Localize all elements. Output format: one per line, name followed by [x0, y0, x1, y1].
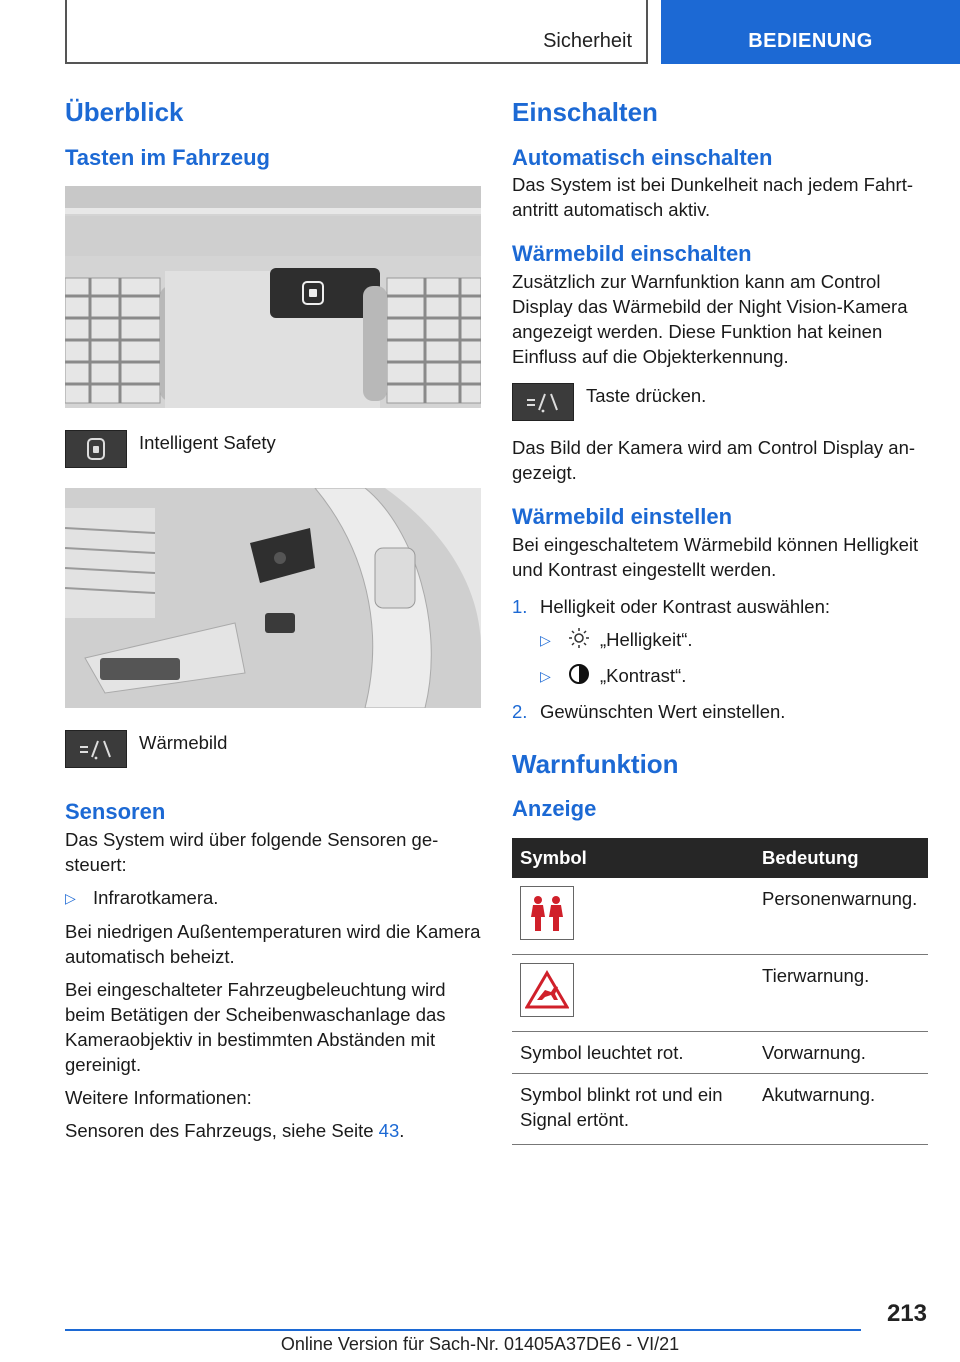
step-1	[512, 594, 928, 619]
page-number: 213	[886, 1300, 927, 1327]
heading-sensors: Sensoren	[65, 799, 166, 825]
step-2-number: 2.	[512, 700, 528, 722]
heating-text: Bei niedrigen Außentemperaturen wird die Kamera automatisch beheizt.	[65, 920, 481, 967]
reference-prefix: Sensoren des Fahrzeugs, siehe Seite	[65, 1119, 379, 1141]
table-cell-meaning: Vorwarnung.	[754, 1031, 928, 1073]
page-link-43[interactable]: 43	[378, 1119, 400, 1141]
cleaning-text: Bei eingeschalteter Fahrzeugbeleuchtung wird beim Betätigen der Scheibenwaschanlage das Kameraobjektiv in bestimmten Abständen mit gereinigt.	[65, 978, 446, 1075]
triangle-bullet-icon: ▷	[540, 667, 551, 684]
heading-thermal-on: Wärmebild einschalten	[512, 241, 752, 267]
contrast-icon	[568, 663, 600, 691]
thermal-image-button-icon	[65, 730, 127, 768]
sensors-intro-text: Das System wird über folgende Sensoren gesteuert:	[65, 828, 439, 875]
heading-vehicle-buttons: Tasten im Fahrzeug	[65, 144, 270, 170]
heading-switch-on: Einschalten	[512, 97, 658, 127]
table-header-symbol: Symbol	[512, 838, 754, 878]
intelligent-safety-label: Intelligent Safety	[139, 432, 276, 454]
header-section-title: Sicherheit	[543, 30, 632, 52]
right-column	[512, 96, 928, 1145]
sensors-reference-text	[65, 1118, 481, 1143]
sensor-list-item	[65, 885, 481, 911]
step-2	[512, 699, 928, 724]
reference-suffix: .	[399, 1119, 405, 1141]
footer-version-text: Online Version für Sach-Nr. 01405A37DE6 - VI/21	[280, 1334, 680, 1354]
contrast-text: „Kontrast“.	[600, 664, 687, 686]
step-1-number: 1.	[512, 595, 528, 617]
table-header-meaning: Bedeutung	[754, 838, 928, 878]
header-left-box	[65, 0, 648, 64]
thermal-on-text: Zusätzlich zur Warnfunktion kann am Control Display das Wärmebild der Night Vision-Kamera angezeigt werden. Diese Funktion hat keinen Einfluss auf die Objekterkennung.	[512, 270, 908, 367]
table-cell-meaning: Tierwarnung.	[754, 954, 928, 1031]
brightness-text: „Helligkeit“.	[600, 628, 693, 650]
sub-step-brightness	[512, 627, 928, 655]
button-intelligent-safety-row	[65, 430, 481, 468]
dashboard-photo	[65, 186, 481, 408]
triangle-bullet-icon: ▷	[65, 889, 76, 906]
press-button-label: Taste drücken.	[586, 384, 707, 406]
table-row	[512, 878, 928, 955]
table-cell-symbol	[512, 954, 754, 1031]
button-thermal-row	[65, 730, 481, 768]
heading-display: Anzeige	[512, 796, 597, 822]
table-cell-symbol	[512, 878, 754, 955]
thermal-settings-text: Bei eingeschaltetem Wärmebild können Helligkeit und Kontrast eingestellt werden.	[512, 533, 919, 580]
warning-symbol-table	[512, 838, 928, 1145]
steering-column-photo	[65, 488, 481, 708]
thermal-press-button-icon	[512, 383, 574, 421]
footer-divider	[65, 1329, 861, 1331]
sub-step-contrast	[512, 663, 928, 691]
left-column	[65, 96, 481, 1143]
header-chapter-tab: BEDIENUNG	[661, 0, 960, 64]
step-1-text: Helligkeit oder Kontrast auswählen:	[540, 595, 830, 617]
table-cell-meaning: Akutwarnung.	[754, 1073, 928, 1144]
table-cell-symbol: Symbol leuchtet rot.	[512, 1031, 754, 1073]
brightness-icon	[568, 627, 600, 655]
table-cell-meaning: Personenwarnung.	[754, 878, 928, 955]
intelligent-safety-button-icon	[65, 430, 127, 468]
more-info-text: Weitere Informationen:	[65, 1086, 252, 1108]
animal-warning-icon	[520, 963, 574, 1017]
person-warning-icon	[520, 886, 574, 940]
press-button-row	[512, 383, 928, 421]
heading-auto-on: Automatisch einschalten	[512, 144, 773, 170]
sensor-item-text: Infrarotkamera.	[93, 886, 219, 908]
auto-on-text: Das System ist bei Dunkelheit nach jedem Fahrtantritt automatisch aktiv.	[512, 174, 914, 221]
heading-warning-function: Warnfunktion	[512, 748, 679, 779]
table-row	[512, 954, 928, 1031]
heading-overview: Überblick	[65, 97, 184, 127]
table-row	[512, 1031, 928, 1073]
step-2-text: Gewünschten Wert einstellen.	[540, 700, 786, 722]
camera-display-text: Das Bild der Kamera wird am Control Display angezeigt.	[512, 436, 916, 483]
table-cell-symbol: Symbol blinkt rot und ein Signal ertönt.	[512, 1073, 754, 1144]
thermal-image-label: Wärmebild	[139, 732, 228, 754]
heading-thermal-settings: Wärmebild einstellen	[512, 503, 733, 529]
table-row	[512, 1073, 928, 1144]
triangle-bullet-icon: ▷	[540, 631, 551, 648]
